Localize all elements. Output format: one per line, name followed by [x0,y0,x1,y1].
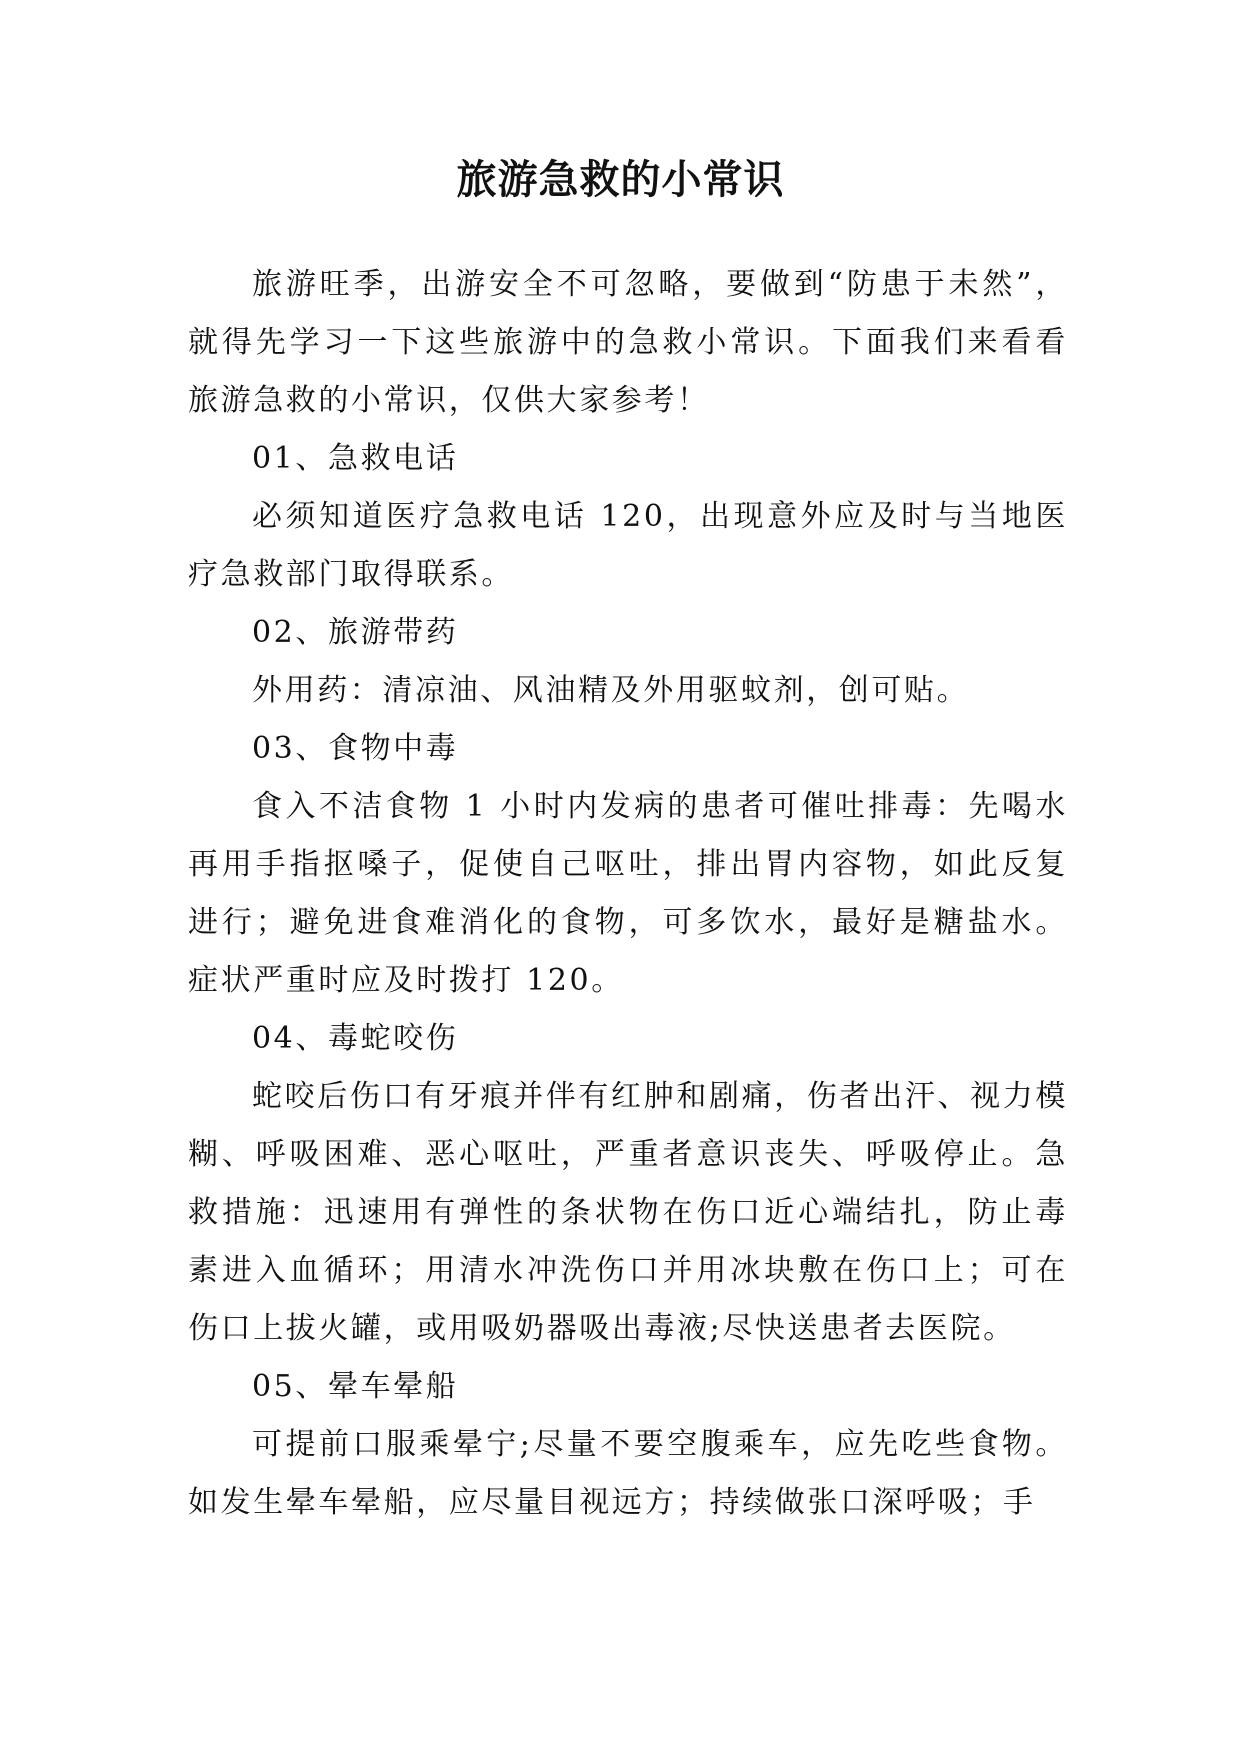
section-heading-food-poisoning: 03、食物中毒 [252,731,459,766]
food-poisoning-paragraph: 食入不洁食物 1 小时内发病的患者可催吐排毒：先喝水再用手指抠嗓子，促使自己呕吐，排出胃内容物，如此反复进行；避免进食难消化的食物，可多饮水，最好是糖盐水。症状严重时应及时拨打 120。 [188,789,1068,998]
motion-sickness-paragraph: 可提前口服乘晕宁;尽量不要空腹乘车，应先吃些食物。如发生晕车晕船，应尽量目视远方；持续做张口深呼吸；手 [188,1427,1068,1520]
emergency-phone-paragraph: 必须知道医疗急救电话 120，出现意外应及时与当地医疗急救部门取得联系。 [188,499,1068,592]
intro-paragraph: 旅游旺季，出游安全不可忽略，要做到“防患于未然”，就得先学习一下这些旅游中的急救小常识。下面我们来看看旅游急救的小常识，仅供大家参考！ [188,267,1068,418]
snake-bite-paragraph: 蛇咬后伤口有牙痕并伴有红肿和剧痛，伤者出汗、视力模糊、呼吸困难、恶心呕吐，严重者意识丧失、呼吸停止。急救措施：迅速用有弹性的条状物在伤口近心端结扎，防止毒素进入血循环；用清水冲洗伤口并用冰块敷在伤口上；可在伤口上拔火罐，或用吸奶器吸出毒液;尽快送患者去医院。 [188,1079,1068,1346]
travel-medicine-paragraph: 外用药：清凉油、风油精及外用驱蚊剂，创可贴。 [252,673,970,708]
section-heading-travel-medicine: 02、旅游带药 [252,615,459,650]
page-title: 旅游急救的小常识 [456,156,785,203]
section-heading-emergency-phone: 01、急救电话 [252,441,459,476]
document-body [188,256,1068,1532]
section-heading-motion-sickness: 05、晕车晕船 [252,1369,459,1404]
section-heading-snake-bite: 04、毒蛇咬伤 [252,1021,459,1056]
